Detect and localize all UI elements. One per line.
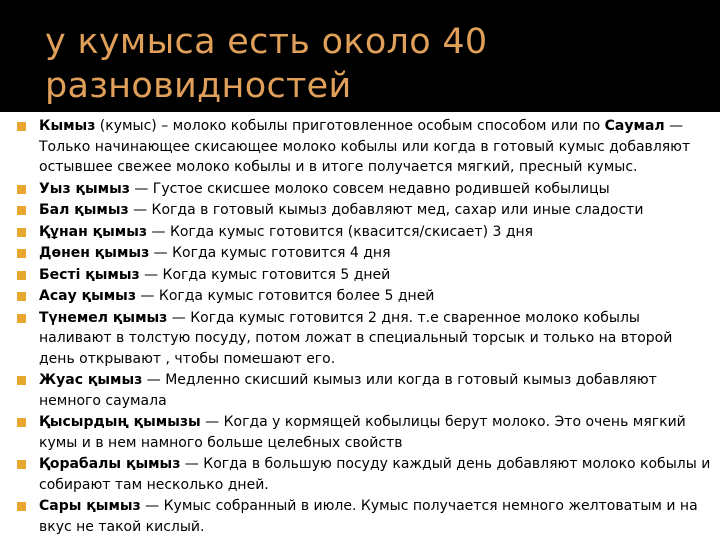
item-term: Жуас қымыз	[39, 372, 143, 388]
kumys-varieties-list	[16, 116, 712, 538]
slide-title-line-2: разновидностей	[45, 66, 352, 106]
list-item	[16, 116, 712, 178]
title-bar	[0, 0, 720, 112]
bullet-icon	[17, 206, 26, 215]
item-text: — Когда кумыс готовится более 5 дней	[135, 288, 435, 304]
item-term: Қорабалы қымыз	[39, 456, 181, 472]
item-term: Түнемел қымыз	[39, 309, 168, 326]
item-term: Бесті қымыз	[39, 266, 140, 283]
item-text: — Когда кумыс готовится 5 дней	[139, 266, 391, 283]
bullet-icon	[17, 122, 26, 131]
item-text: — Когда у кормящей кобылицы берут молоко. Это очень мягкий кумы и в нем намного больше целебных свойств	[39, 414, 686, 451]
list-item	[16, 496, 712, 537]
list-item	[16, 308, 712, 370]
item-text: — Когда кумыс готовится 4 дня	[149, 245, 391, 261]
item-term: Кымыз	[39, 118, 96, 134]
bullet-icon	[17, 418, 26, 427]
bullet-icon	[17, 460, 26, 469]
item-text: — Только начинающее скисающее молоко кобылы или когда в готовый кумыс добавляют остывшее свежее молоко кобылы и в итоге получается мягкий, пресный кумыс.	[39, 118, 691, 175]
list-item	[16, 222, 712, 243]
item-term: Дөнен қымыз	[39, 245, 150, 261]
item-text: (кумыс) – молоко кобылы приготовленное особым способом или по	[95, 118, 605, 134]
bullet-icon	[17, 314, 26, 323]
item-text: — Когда в большую посуду каждый день добавляют молоко кобылы и собирают там несколько дней.	[39, 456, 711, 493]
list-item	[16, 412, 712, 453]
list-item	[16, 370, 712, 411]
slide-title	[45, 20, 685, 108]
bullet-icon	[17, 228, 26, 237]
bullet-icon	[17, 292, 26, 301]
item-text: — Когда кумыс готовится 2 дня. т.е сваренное молоко кобылы наливают в толстую посуду, потом ложат в специальный торсык и только на второй день открывают , чтобы помешают его.	[39, 309, 673, 367]
list-item	[16, 179, 712, 200]
item-term: Бал қымыз	[39, 202, 129, 218]
bullet-icon	[17, 502, 26, 511]
bullet-icon	[17, 376, 26, 385]
list-item	[16, 200, 712, 221]
list-item	[16, 265, 712, 286]
slide-title-line-1: у кумыса есть около 40	[45, 22, 488, 62]
list-item	[16, 243, 712, 264]
item-text: — Когда в готовый кымыз добавляют мед, сахар или иные сладости	[128, 202, 644, 218]
item-text: — Густое скисшее молоко совсем недавно родившей кобылицы	[129, 180, 610, 197]
bullet-icon	[17, 185, 26, 194]
bullet-icon	[17, 249, 26, 258]
list-item	[16, 454, 712, 495]
item-text: — Когда кумыс готовится (квасится/скисает) 3 дня	[147, 223, 534, 240]
item-term: Асау қымыз	[39, 288, 136, 304]
item-text: — Кумыс собранный в июле. Кумыс получается немного желтоватым и на вкус не такой кислый.	[39, 498, 698, 535]
item-term: Қысырдың қымызы	[39, 414, 201, 430]
list-item	[16, 286, 712, 307]
item-term: Уыз қымыз	[39, 180, 130, 197]
item-text: — Медленно скисший кымыз или когда в готовый кымыз добавляют немного саумала	[39, 372, 657, 409]
bullet-icon	[17, 271, 26, 280]
item-term: Саумал	[604, 118, 665, 134]
item-term: Сары қымыз	[39, 498, 141, 514]
item-term: Құнан қымыз	[39, 223, 148, 240]
